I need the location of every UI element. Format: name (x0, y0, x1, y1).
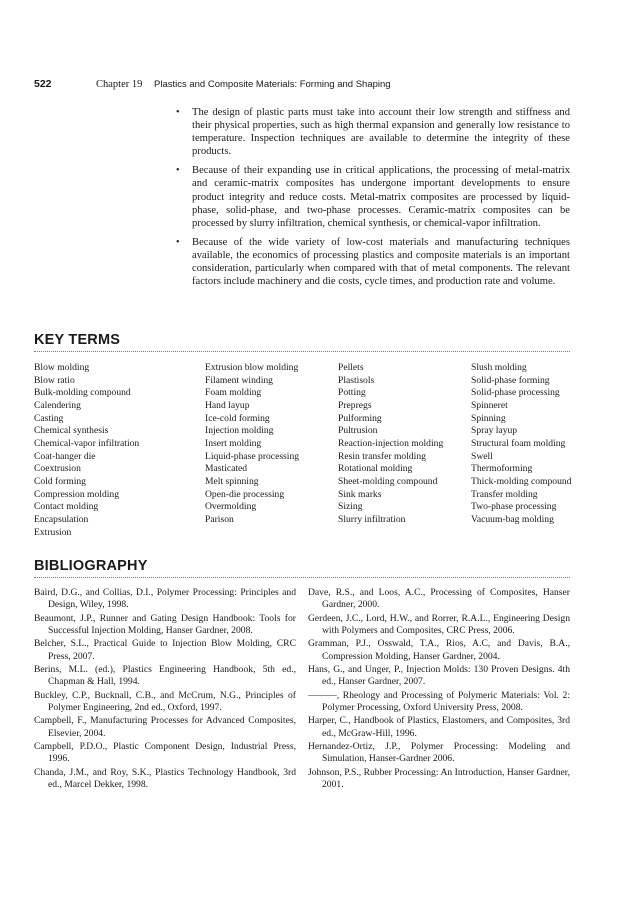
key-terms-column (338, 362, 471, 539)
key-term: Blow ratio (34, 374, 75, 386)
key-term: Chemical synthesis (34, 425, 109, 437)
key-term: Cold forming (34, 475, 86, 487)
bibliography-entry: Belcher, S.L., Practical Guide to Injection Blow Molding, CRC Press, 2007. (34, 638, 296, 662)
key-term: Parison (205, 513, 234, 525)
bibliography-entry: Campbell, P.D.O., Plastic Component Design, Industrial Press, 1996. (34, 741, 296, 765)
bibliography-entry: Dave, R.S., and Loos, A.C., Processing of Composites, Hanser Gardner, 2000. (308, 587, 570, 611)
bibliography-entry: Johnson, P.S., Rubber Processing: An Introduction, Hanser Gardner, 2001. (308, 766, 570, 791)
key-term: Contact molding (34, 501, 99, 513)
bibliography-heading: BIBLIOGRAPHY (34, 558, 570, 578)
bullet-icon: • (176, 236, 180, 248)
key-term: Reaction-injection molding (338, 437, 444, 449)
bibliography-entry: Berins, M.L. (ed.), Plastics Engineering Handbook, 5th ed., Chapman & Hall, 1994. (34, 664, 296, 688)
key-terms-column (205, 362, 338, 539)
bibliography-column-right (308, 587, 570, 793)
running-header (34, 78, 391, 90)
bibliography-entry: Chanda, J.M., and Roy, S.K., Plastics Technology Handbook, 3rd ed., Marcel Dekker, 1998. (34, 766, 296, 791)
key-term: Thick-molding compound (471, 475, 572, 487)
summary-bullets (174, 106, 570, 294)
key-term: Masticated (205, 463, 248, 475)
key-term: Bulk-molding compound (34, 387, 131, 399)
bullet-text: The design of plastic parts must take into account their low strength and stiffness and their physical properties, such as high thermal expansion and generally low resistance to temperature. Inspection techniques are available to determine the integrity of these products. (192, 107, 570, 158)
key-terms-column (34, 362, 205, 539)
bibliography-entry: Buckley, C.P., Bucknall, C.B., and McCrum, N.G., Principles of Polymer Engineering, 2nd ed., Oxford, 1997. (34, 689, 296, 714)
key-term: Plastisols (338, 374, 375, 386)
key-term: Transfer molding (471, 488, 538, 500)
key-term: Sheet-molding compound (338, 475, 438, 487)
key-term: Calendering (34, 399, 81, 411)
bibliography-entry: Hans, G., and Unger, P., Injection Molds: 130 Proven Designs. 4th ed., Hanser Gardner, 2007. (308, 664, 570, 688)
key-term: Blow molding (34, 362, 90, 373)
key-term: Foam molding (205, 387, 262, 399)
key-term: Spray layup (471, 425, 518, 437)
key-term: Extrusion blow molding (205, 362, 299, 373)
bibliography-list (34, 587, 570, 793)
bibliography-entry: Baird, D.G., and Collias, D.I., Polymer Processing: Principles and Design, Wiley, 1998. (34, 587, 296, 611)
bibliography-entry: Gramman, P.J., Osswald, T.A., Rios, A.C, and Davis, B.A., Compression Molding, Hanser Gardner, 2004. (308, 638, 570, 662)
key-term: Vacuum-bag molding (471, 513, 554, 525)
key-term: Slurry infiltration (338, 513, 406, 525)
key-term: Pellets (338, 362, 364, 373)
key-term: Ice-cold forming (205, 412, 270, 424)
key-term: Potting (338, 387, 366, 399)
key-term: Spinning (471, 412, 506, 424)
key-term: Coat-hanger die (34, 450, 96, 462)
key-terms-column (471, 362, 574, 539)
key-term: Slush molding (471, 362, 527, 373)
bullet-item (174, 236, 570, 288)
bibliography-entry: Harper, C., Handbook of Plastics, Elastomers, and Composites, 3rd ed., McGraw-Hill, 1996. (308, 715, 570, 739)
key-term: Liquid-phase processing (205, 450, 300, 462)
key-term: Two-phase processing (471, 501, 557, 513)
key-term: Sizing (338, 501, 363, 513)
key-terms-list (34, 362, 574, 539)
key-term: Chemical-vapor infiltration (34, 437, 140, 449)
key-term: Open-die processing (205, 488, 285, 500)
key-term: Insert molding (205, 437, 262, 449)
key-term: Resin transfer molding (338, 450, 426, 462)
key-term: Structural foam molding (471, 437, 566, 449)
key-term: Spinneret (471, 399, 508, 411)
bullet-icon: • (176, 165, 180, 177)
key-term: Prepregs (338, 399, 372, 411)
section-title: Plastics and Composite Materials: Forming and Shaping (154, 79, 391, 90)
bibliography-entry: ———, Rheology and Processing of Polymeric Materials: Vol. 2: Polymer Processing, Oxford University Press, 2008. (308, 689, 570, 714)
bibliography-entry: Hernandez-Ortiz, J.P., Polymer Processing: Modeling and Simulation, Hanser-Gardner 2006. (308, 741, 570, 765)
key-term: Sink marks (338, 488, 382, 500)
key-term: Thermoforming (471, 463, 533, 475)
bibliography-entry: Beaumont, J.P., Runner and Gating Design Handbook: Tools for Successful Injection Molding, Hanser Gardner, 2008. (34, 612, 296, 637)
key-term: Pulforming (338, 412, 382, 424)
key-term: Hand layup (205, 399, 250, 411)
key-term: Compression molding (34, 488, 120, 500)
page-number: 522 (34, 78, 52, 90)
bullet-item (174, 106, 570, 158)
chapter-label: Chapter 19 (96, 79, 143, 90)
key-term: Extrusion (34, 526, 72, 538)
key-terms-heading: KEY TERMS (34, 332, 570, 352)
key-term: Overmolding (205, 501, 257, 513)
key-term: Melt spinning (205, 475, 259, 487)
key-term: Pultrusion (338, 425, 378, 437)
key-term: Solid-phase forming (471, 374, 550, 386)
bullet-item (174, 164, 570, 229)
key-term: Casting (34, 412, 64, 424)
bullet-icon: • (176, 107, 180, 118)
bibliography-entry: Campbell, F., Manufacturing Processes for Advanced Composites, Elsevier, 2004. (34, 715, 296, 739)
key-term: Coextrusion (34, 463, 81, 475)
key-term: Injection molding (205, 425, 274, 437)
bullet-text: Because of the wide variety of low-cost materials and manufacturing techniques available, the economics of processing plastics and composite materials is an important consideration, particularly when compared with that of metal components. The relevant factors include machinery and die costs, cycle times, and production rate and volume. (192, 236, 570, 288)
bibliography-entry: Gerdeen, J.C., Lord, H.W., and Rorrer, R.A.L., Engineering Design with Polymers and Composites, CRC Press, 2006. (308, 612, 570, 637)
bullet-text: Because of their expanding use in critical applications, the processing of metal-matrix and ceramic-matrix composites has undergone important developments to ensure product integrity and reduce costs. Metal-matrix composites are processed by liquid-phase, solid-phase, and two-phase processes. Ceramic-matrix composites can be processed by slurry infiltration, chemical synthesis, or chemical-vapor infiltration. (192, 165, 570, 229)
key-term: Filament winding (205, 374, 273, 386)
key-term: Rotational molding (338, 463, 413, 475)
bibliography-column-left (34, 587, 296, 793)
key-term: Encapsulation (34, 513, 89, 525)
key-term: Solid-phase processing (471, 387, 560, 399)
key-term: Swell (471, 450, 493, 462)
